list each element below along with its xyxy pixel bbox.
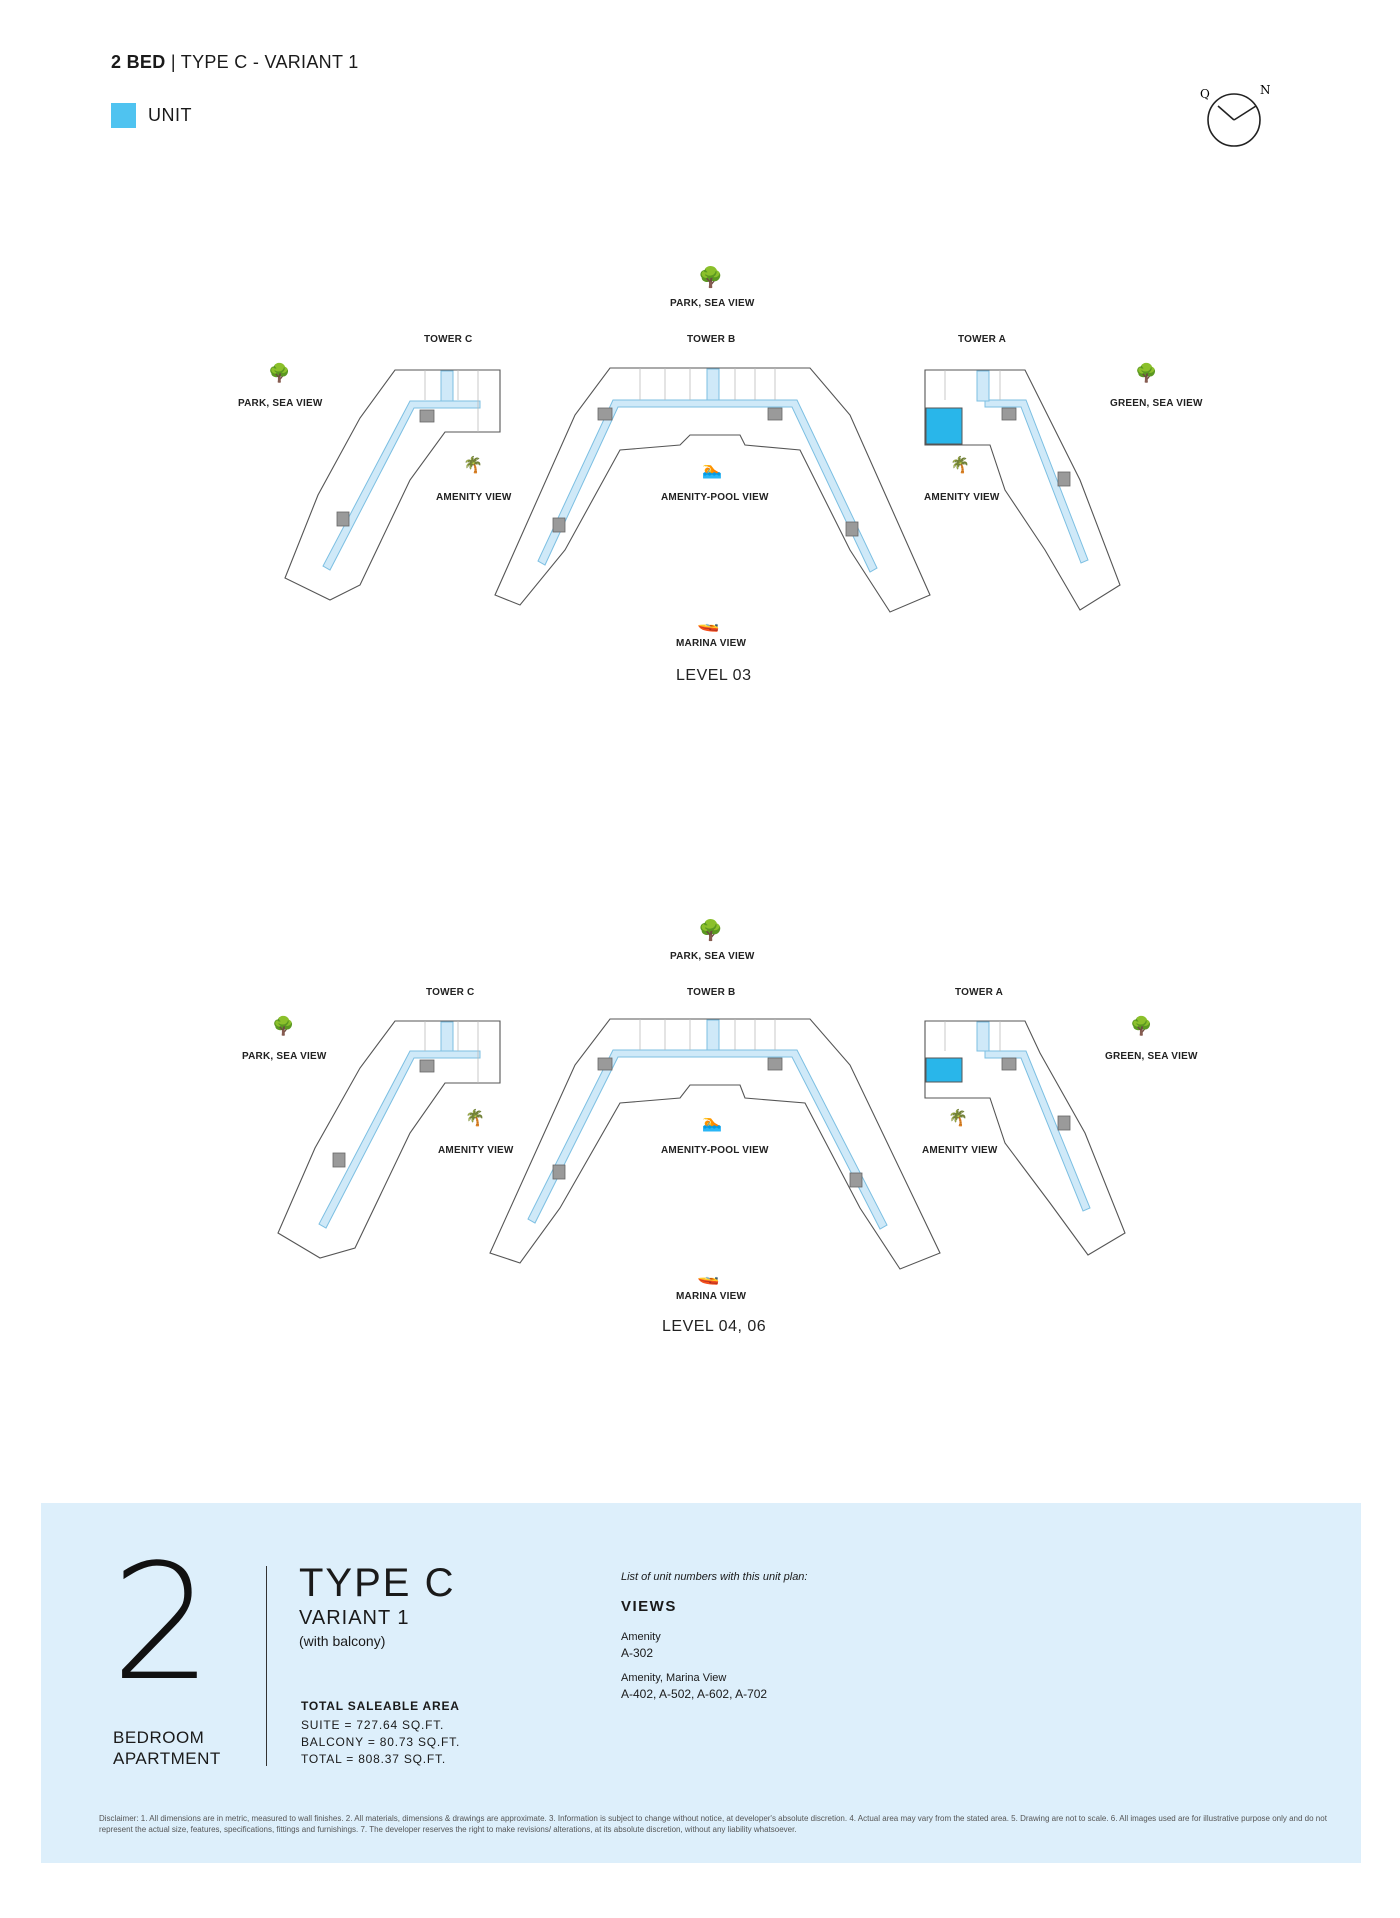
compass-icon — [1196, 84, 1272, 150]
unit-info-panel — [41, 1503, 1361, 1863]
legend-unit-swatch — [111, 103, 136, 128]
floor-plan-level-04-06 — [0, 903, 1400, 1363]
tower-a-core — [1002, 1058, 1016, 1070]
pool-icon: 🏊 — [702, 1115, 722, 1132]
tower-b-core-right — [768, 1058, 782, 1070]
tower-b-core-lower-left — [553, 1165, 565, 1179]
highlighted-unit-a-402 — [926, 1058, 962, 1082]
bedroom-count: 2 — [111, 1529, 213, 1716]
tower-b-core-lower-right — [846, 522, 858, 536]
tower-c-stair — [441, 1022, 453, 1051]
tree-icon: 🌳 — [272, 1016, 295, 1036]
tower-c-stair — [441, 371, 453, 401]
boat-icon: 🚤 — [697, 612, 720, 632]
view-label-amenity-pool: AMENITY-POOL VIEW — [661, 1145, 769, 1156]
boat-icon: 🚤 — [697, 1265, 720, 1285]
tower-b-stair — [707, 1020, 719, 1050]
tree-icon: 🌳 — [1130, 1016, 1153, 1036]
tower-a-core-lower — [1058, 1116, 1070, 1130]
area-title: TOTAL SALEABLE AREA — [301, 1699, 460, 1713]
compass-letter-n: N — [1260, 84, 1271, 97]
view-label-bottom: MARINA VIEW — [676, 1291, 747, 1302]
compass-letter-q: Q — [1200, 87, 1210, 101]
view-label-top: PARK, SEA VIEW — [670, 951, 755, 962]
tower-a-core — [1002, 408, 1016, 420]
view-group-units: A-302 — [621, 1646, 654, 1660]
title-type: | TYPE C - VARIANT 1 — [165, 52, 359, 72]
tower-b-core-left — [598, 1058, 612, 1070]
tower-b-core-right — [768, 408, 782, 420]
tower-c-label: TOWER C — [424, 334, 473, 345]
view-group-units: A-402, A-502, A-602, A-702 — [621, 1687, 768, 1701]
view-label-top: PARK, SEA VIEW — [670, 298, 755, 309]
bedroom-label: BEDROOM APARTMENT — [113, 1728, 221, 1768]
view-label-amenity-pool: AMENITY-POOL VIEW — [661, 492, 769, 503]
view-group-name: Amenity — [621, 1631, 661, 1643]
highlighted-unit-a-302 — [926, 408, 962, 444]
palm-tree-icon: 🌴 — [950, 457, 970, 474]
view-label-right: GREEN, SEA VIEW — [1110, 398, 1203, 409]
tower-a-label: TOWER A — [955, 987, 1004, 998]
tree-icon: 🌳 — [268, 363, 291, 383]
level-label: LEVEL 03 — [676, 667, 752, 684]
unit-variant-note: (with balcony) — [299, 1633, 386, 1649]
tower-a-core-lower — [1058, 472, 1070, 486]
tower-c-label: TOWER C — [426, 987, 475, 998]
view-label-left: PARK, SEA VIEW — [238, 398, 323, 409]
view-label-amenity-c: AMENITY VIEW — [436, 492, 512, 503]
level-label: LEVEL 04, 06 — [662, 1318, 767, 1335]
pool-icon: 🏊 — [702, 462, 722, 479]
area-suite: SUITE = 727.64 SQ.FT. — [301, 1718, 445, 1732]
tree-icon: 🌳 — [1135, 363, 1158, 383]
palm-tree-icon: 🌴 — [948, 1110, 968, 1127]
tower-a-label: TOWER A — [958, 334, 1007, 345]
tree-icon: 🌳 — [698, 267, 723, 289]
unit-variant: VARIANT 1 — [299, 1607, 410, 1629]
tower-b-stair — [707, 369, 719, 400]
page-title — [111, 52, 359, 73]
view-label-amenity-c: AMENITY VIEW — [438, 1145, 514, 1156]
divider — [266, 1566, 267, 1766]
view-label-amenity-a: AMENITY VIEW — [924, 492, 1000, 503]
view-group-name: Amenity, Marina View — [621, 1672, 727, 1684]
tower-b-core-lower-right — [850, 1173, 862, 1187]
area-balcony: BALCONY = 80.73 SQ.FT. — [301, 1735, 461, 1749]
unit-type-title: TYPE C — [299, 1561, 456, 1605]
tower-b-label: TOWER B — [687, 334, 736, 345]
view-label-bottom: MARINA VIEW — [676, 638, 747, 649]
tower-b-core-lower-left — [553, 518, 565, 532]
palm-tree-icon: 🌴 — [465, 1110, 485, 1127]
title-bed-count: 2 BED — [111, 52, 166, 72]
unit-list-intro: List of unit numbers with this unit plan: — [621, 1571, 808, 1583]
legend — [111, 103, 192, 128]
area-total: TOTAL = 808.37 SQ.FT. — [301, 1752, 446, 1766]
tower-a-stair — [977, 1022, 989, 1051]
tower-a-stair — [977, 371, 989, 401]
views-title: VIEWS — [621, 1598, 677, 1615]
tower-b-label: TOWER B — [687, 987, 736, 998]
disclaimer: Disclaimer: 1. All dimensions are in metric, measured to wall finishes. 2. All materials, dimensions & drawings are approximate. 3. Information is subject to change without notice, at developer's absolute discretion. 4. Actual area may vary from the stated area. 5. Drawing are not to scale. 6. All images used are for illustrative purpose only and do not represent the actual size, features, specifications, fittings and furnishings. 7. The developer reserves the right to make revisions/ alterations, at its absolute discretion, without any liability whatsoever. — [99, 1814, 1327, 1834]
floor-plan-level-03 — [0, 250, 1400, 710]
legend-unit-label: UNIT — [148, 105, 192, 125]
tower-c-core — [420, 1060, 434, 1072]
palm-tree-icon: 🌴 — [463, 457, 483, 474]
tree-icon: 🌳 — [698, 920, 723, 942]
tower-c-core-lower — [333, 1153, 345, 1167]
view-label-amenity-a: AMENITY VIEW — [922, 1145, 998, 1156]
view-label-left: PARK, SEA VIEW — [242, 1051, 327, 1062]
view-label-right: GREEN, SEA VIEW — [1105, 1051, 1198, 1062]
tower-c-core — [420, 410, 434, 422]
tower-c-core-lower — [337, 512, 349, 526]
tower-b-core-left — [598, 408, 612, 420]
